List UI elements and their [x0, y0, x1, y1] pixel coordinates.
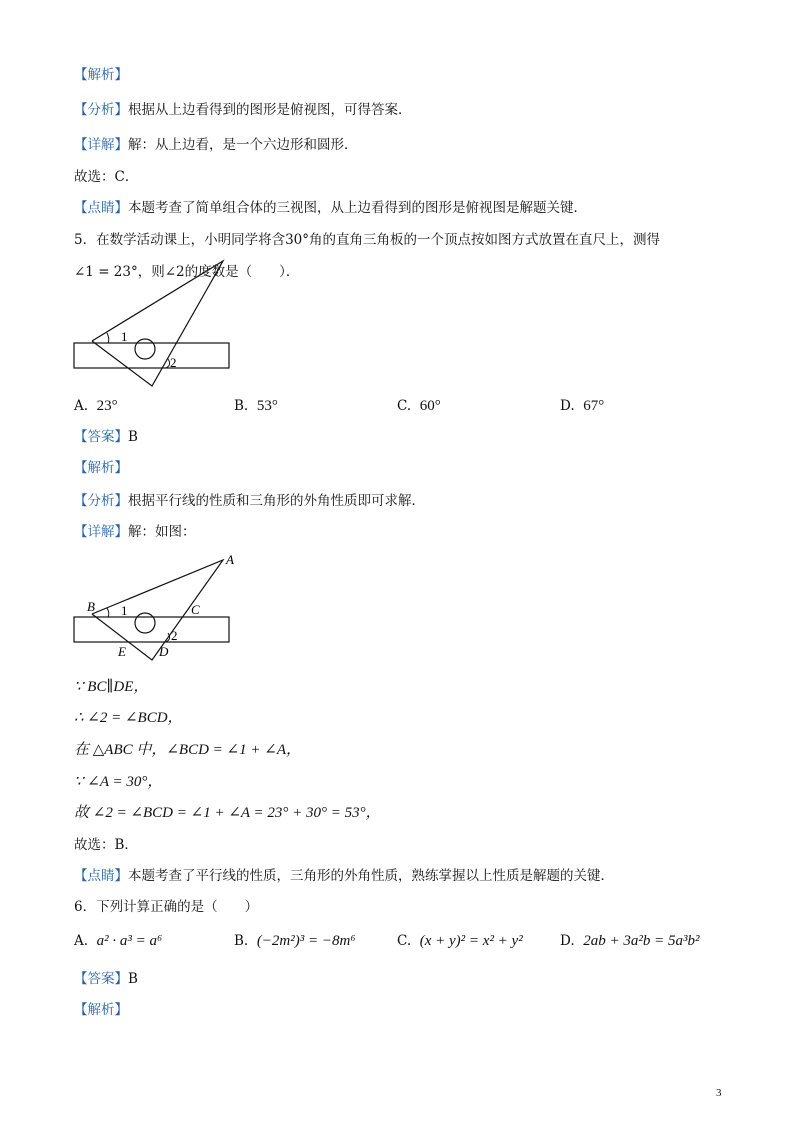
option-value: 2ab + 3a²b = 5a³b² — [583, 933, 700, 949]
solution-step-5: 故 ∠2 = ∠BCD = ∠1 + ∠A = 23° + 30° = 53°， — [74, 805, 381, 821]
question-5-figure — [70, 255, 240, 390]
option-label: A. — [74, 398, 89, 414]
analysis-tag: 【分析】 — [74, 493, 128, 509]
q6-option-c[interactable] — [397, 931, 523, 951]
solution-step-3: 在 △ABC 中，∠BCD = ∠1 + ∠A， — [74, 742, 301, 758]
analysis-heading: 【解析】 — [74, 460, 128, 476]
detail-text: 解：从上边看，是一个六边形和圆形． — [128, 137, 358, 153]
detail-tag: 【详解】 — [74, 137, 128, 153]
option-value: a² · a³ = a⁶ — [96, 933, 163, 949]
solution-step-4: ∵ ∠A = 30°， — [74, 774, 163, 790]
option-label: D. — [560, 933, 575, 949]
q6-option-d[interactable] — [560, 931, 699, 951]
comment-paragraph — [74, 867, 614, 885]
answer-value: B — [128, 429, 138, 445]
point-c-label: C — [191, 602, 200, 617]
question-5-stem-line1: 5．在数学活动课上，小明同学将含30°角的直角三角板的一个顶点按如图方式放置在直尺上，测得 — [74, 232, 661, 248]
option-value: 67° — [583, 398, 605, 414]
solution-figure — [70, 550, 245, 665]
answer-tag: 【答案】 — [74, 971, 128, 987]
triangle-hole — [135, 339, 155, 359]
option-label: C. — [397, 933, 412, 949]
option-value: 60° — [419, 398, 441, 414]
question-6-stem: 6．下列计算正确的是（ ） — [74, 899, 259, 915]
angle-1-arc — [107, 333, 109, 343]
analysis-heading: 【解析】 — [74, 1002, 128, 1018]
option-label: A. — [74, 933, 89, 949]
detail-tag: 【详解】 — [74, 524, 128, 540]
analysis-tag: 【分析】 — [74, 102, 128, 118]
q5-option-d[interactable] — [560, 396, 604, 416]
question-5-stem-line2: ∠1 = 23°，则∠2的度数是（ ）． — [74, 264, 300, 280]
answer-paragraph — [74, 970, 138, 988]
analysis-text: 根据从上边看得到的图形是俯视图，可得答案． — [128, 102, 412, 118]
choice-conclusion: 故选：C． — [74, 169, 139, 185]
q6-option-a[interactable] — [74, 931, 162, 951]
ruler — [74, 343, 229, 368]
angle-1-label: 1 — [121, 603, 128, 618]
triangle-ruler — [92, 560, 223, 660]
comment-text: 本题考查了简单组合体的三视图，从上边看得到的图形是俯视图是解题关键． — [128, 200, 587, 216]
ruler — [74, 617, 229, 642]
choice-conclusion: 故选：B． — [74, 837, 138, 853]
comment-paragraph — [74, 199, 587, 217]
q5-option-a[interactable] — [74, 396, 118, 416]
detail-paragraph — [74, 136, 358, 154]
comment-text: 本题考查了平行线的性质，三角形的外角性质，熟练掌握以上性质是解题的关键． — [128, 868, 614, 884]
option-value: 23° — [96, 398, 118, 414]
option-value: (x + y)² = x² + y² — [419, 933, 523, 949]
answer-paragraph — [74, 428, 138, 446]
detail-paragraph — [74, 523, 196, 541]
answer-tag: 【答案】 — [74, 429, 128, 445]
detail-text: 解：如图： — [128, 524, 196, 540]
page-number: 3 — [716, 1087, 722, 1099]
angle-1-arc — [107, 608, 109, 617]
option-label: B. — [234, 933, 249, 949]
analysis-paragraph — [74, 492, 425, 510]
q6-option-b[interactable] — [234, 931, 356, 951]
angle-2-label: 2 — [170, 355, 177, 370]
option-label: D. — [560, 398, 575, 414]
point-d-label: D — [159, 644, 169, 659]
triangle-ruler — [92, 261, 223, 386]
angle-2-label: 2 — [171, 628, 178, 643]
analysis-heading: 【解析】 — [74, 67, 128, 83]
option-value: 53° — [256, 398, 278, 414]
solution-step-1: ∵ BC∥DE， — [74, 679, 149, 695]
option-label: C. — [397, 398, 412, 414]
q5-option-c[interactable] — [397, 396, 441, 416]
option-label: B. — [234, 398, 249, 414]
q5-option-b[interactable] — [234, 396, 278, 416]
analysis-paragraph — [74, 101, 412, 119]
point-a-label: A — [226, 552, 234, 567]
triangle-hole — [135, 613, 155, 633]
analysis-text: 根据平行线的性质和三角形的外角性质即可求解． — [128, 493, 425, 509]
point-e-label: E — [118, 644, 126, 659]
answer-value: B — [128, 971, 138, 987]
point-b-label: B — [87, 599, 95, 614]
angle-1-label: 1 — [121, 329, 128, 344]
comment-tag: 【点睛】 — [74, 200, 128, 216]
comment-tag: 【点睛】 — [74, 868, 128, 884]
option-value: (−2m²)³ = −8m⁶ — [256, 933, 356, 949]
solution-step-2: ∴ ∠2 = ∠BCD， — [74, 710, 183, 726]
